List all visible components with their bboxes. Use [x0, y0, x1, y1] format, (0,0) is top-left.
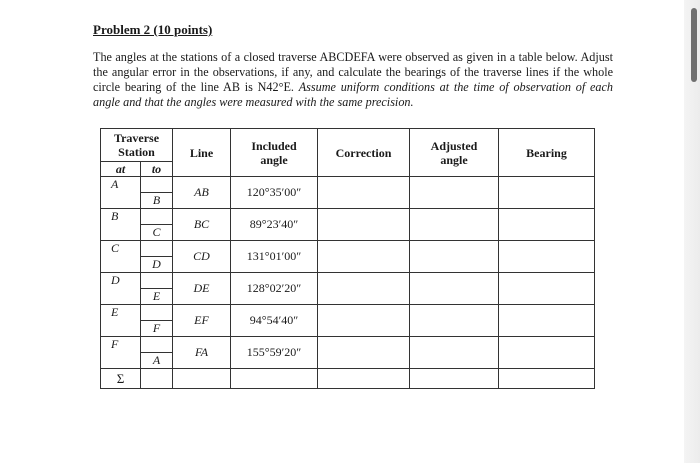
line-EF: EF	[173, 305, 231, 337]
correction-cell	[318, 305, 410, 337]
line-AB: AB	[173, 177, 231, 209]
station-to-A: A	[141, 353, 173, 369]
sum-symbol: Σ	[101, 369, 141, 389]
station-to-empty	[141, 273, 173, 289]
header-line: Line	[173, 129, 231, 177]
correction-cell	[318, 337, 410, 369]
adjusted-angle-cell	[410, 273, 499, 305]
bearing-cell	[499, 241, 595, 273]
correction-cell	[318, 241, 410, 273]
sum-included-cell	[231, 369, 318, 389]
station-to-empty	[141, 241, 173, 257]
adjusted-angle-cell	[410, 305, 499, 337]
header-bearing: Bearing	[499, 129, 595, 177]
station-at-empty	[101, 257, 141, 273]
line-BC: BC	[173, 209, 231, 241]
adjusted-angle-cell	[410, 209, 499, 241]
sum-bearing-cell	[499, 369, 595, 389]
statement-italic-text: Assume uniform conditions at the time of observation of each angle and that the angles were measured with the same precision.	[93, 80, 613, 109]
station-to-B: B	[141, 193, 173, 209]
station-to-E: E	[141, 289, 173, 305]
correction-cell	[318, 209, 410, 241]
station-to-F: F	[141, 321, 173, 337]
station-at-empty	[101, 289, 141, 305]
line-DE: DE	[173, 273, 231, 305]
included-angle-AB: 120°35′00″	[231, 177, 318, 209]
station-at-empty	[101, 321, 141, 337]
station-at-empty	[101, 225, 141, 241]
bearing-cell	[499, 177, 595, 209]
problem-title: Problem 2 (10 points)	[93, 22, 213, 37]
station-at-D: D	[101, 273, 141, 289]
problem-statement	[93, 50, 613, 110]
station-to-D: D	[141, 257, 173, 273]
station-to-empty	[141, 177, 173, 193]
bearing-cell	[499, 337, 595, 369]
included-angle-CD: 131°01′00″	[231, 241, 318, 273]
header-adjusted-angle: Adjusted angle	[410, 129, 499, 177]
line-FA: FA	[173, 337, 231, 369]
correction-cell	[318, 177, 410, 209]
station-at-C: C	[101, 241, 141, 257]
header-correction: Correction	[318, 129, 410, 177]
station-to-empty	[141, 305, 173, 321]
scrollbar[interactable]	[684, 0, 700, 463]
scrollbar-thumb[interactable]	[691, 8, 697, 82]
header-at: at	[101, 162, 141, 177]
header-to: to	[141, 162, 173, 177]
sum-empty-cell	[141, 369, 173, 389]
traverse-table	[100, 128, 595, 389]
sum-adjusted-cell	[410, 369, 499, 389]
statement-text: The angles at the stations of a closed traverse ABCDEFA were observed as given in a table below. Adjust the angular error in the observations, if any, and calculate the bearings of the traverse lines if the whole circle bearing of the line AB is N42°E.	[93, 50, 613, 94]
bearing-cell	[499, 273, 595, 305]
included-angle-EF: 94°54′40″	[231, 305, 318, 337]
station-at-F: F	[101, 337, 141, 353]
station-to-empty	[141, 209, 173, 225]
station-at-empty	[101, 353, 141, 369]
included-angle-BC: 89°23′40″	[231, 209, 318, 241]
line-CD: CD	[173, 241, 231, 273]
correction-cell	[318, 273, 410, 305]
header-traverse-station: Traverse Station	[101, 129, 173, 162]
station-to-C: C	[141, 225, 173, 241]
adjusted-angle-cell	[410, 337, 499, 369]
station-at-E: E	[101, 305, 141, 321]
included-angle-DE: 128°02′20″	[231, 273, 318, 305]
station-to-empty	[141, 337, 173, 353]
sum-empty-cell	[173, 369, 231, 389]
header-included-angle: Included angle	[231, 129, 318, 177]
bearing-cell	[499, 209, 595, 241]
station-at-B: B	[101, 209, 141, 225]
sum-correction-cell	[318, 369, 410, 389]
station-at-A: A	[101, 177, 141, 193]
bearing-cell	[499, 305, 595, 337]
adjusted-angle-cell	[410, 241, 499, 273]
adjusted-angle-cell	[410, 177, 499, 209]
included-angle-FA: 155°59′20″	[231, 337, 318, 369]
station-at-empty	[101, 193, 141, 209]
